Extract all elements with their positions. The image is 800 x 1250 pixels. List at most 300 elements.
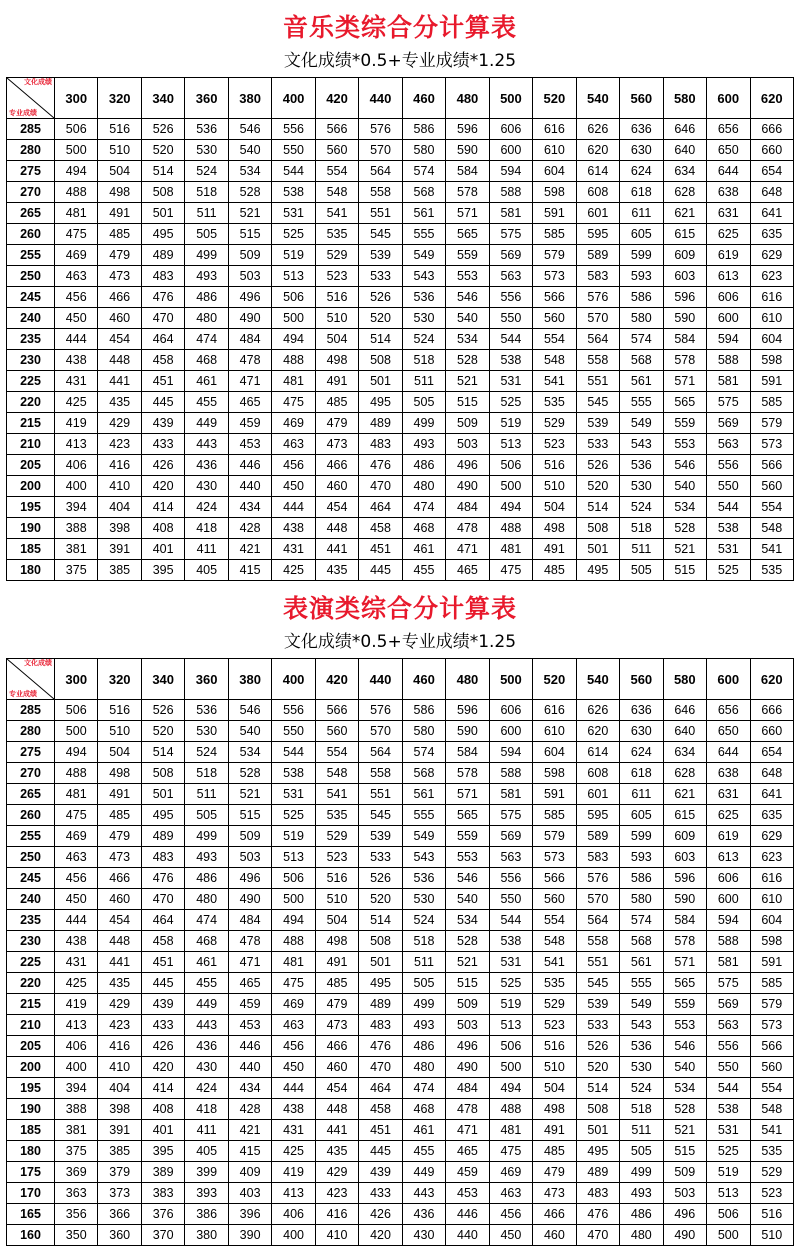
score-cell: 443: [185, 434, 228, 455]
score-cell: 519: [272, 245, 315, 266]
score-cell: 594: [707, 910, 750, 931]
score-cell: 413: [55, 1015, 98, 1036]
score-cell: 548: [533, 350, 576, 371]
col-header: 480: [446, 78, 489, 119]
score-cell: 421: [228, 539, 271, 560]
score-cell: 501: [576, 539, 619, 560]
score-cell: 428: [228, 1099, 271, 1120]
score-cell: 483: [359, 434, 402, 455]
score-cell: 488: [55, 182, 98, 203]
score-cell: 431: [55, 952, 98, 973]
score-cell: 544: [707, 1078, 750, 1099]
score-cell: 483: [359, 1015, 402, 1036]
table-body-performance: [7, 700, 794, 1246]
score-cell: 600: [707, 308, 750, 329]
score-cell: 591: [533, 784, 576, 805]
score-cell: 491: [98, 784, 141, 805]
score-cell: 436: [185, 1036, 228, 1057]
score-cell: 420: [141, 1057, 184, 1078]
score-cell: 546: [663, 455, 706, 476]
score-cell: 375: [55, 1141, 98, 1162]
score-cell: 480: [185, 889, 228, 910]
score-cell: 471: [228, 952, 271, 973]
score-cell: 511: [620, 1120, 663, 1141]
score-cell: 473: [315, 1015, 358, 1036]
score-cell: 485: [98, 224, 141, 245]
score-cell: 516: [533, 1036, 576, 1057]
score-cell: 554: [533, 910, 576, 931]
score-cell: 596: [446, 119, 489, 140]
score-cell: 380: [185, 1225, 228, 1246]
score-cell: 558: [359, 763, 402, 784]
row-header: 240: [7, 889, 55, 910]
score-cell: 564: [576, 910, 619, 931]
performance-score-section: [6, 589, 794, 1246]
score-cell: 588: [707, 931, 750, 952]
score-cell: 486: [185, 287, 228, 308]
col-header: 360: [185, 78, 228, 119]
score-cell: 614: [576, 161, 619, 182]
score-cell: 438: [55, 931, 98, 952]
score-cell: 550: [707, 1057, 750, 1078]
score-cell: 518: [185, 182, 228, 203]
score-cell: 446: [228, 455, 271, 476]
row-header: 275: [7, 742, 55, 763]
row-header: 165: [7, 1204, 55, 1225]
table-row: [7, 455, 794, 476]
table-row: [7, 721, 794, 742]
table-row: [7, 826, 794, 847]
score-cell: 470: [576, 1225, 619, 1246]
score-cell: 525: [272, 805, 315, 826]
score-cell: 461: [185, 952, 228, 973]
score-cell: 414: [141, 1078, 184, 1099]
table-row: [7, 161, 794, 182]
score-cell: 545: [576, 392, 619, 413]
score-cell: 493: [620, 1183, 663, 1204]
table-row: [7, 1225, 794, 1246]
score-cell: 438: [272, 518, 315, 539]
score-cell: 531: [272, 203, 315, 224]
score-cell: 564: [576, 329, 619, 350]
score-cell: 500: [55, 721, 98, 742]
score-cell: 484: [446, 1078, 489, 1099]
score-cell: 581: [707, 371, 750, 392]
score-cell: 550: [489, 308, 532, 329]
table-header-performance: [7, 659, 794, 700]
score-cell: 458: [141, 350, 184, 371]
score-cell: 635: [750, 224, 794, 245]
score-cell: 558: [576, 931, 619, 952]
score-cell: 526: [359, 287, 402, 308]
score-cell: 576: [359, 119, 402, 140]
score-cell: 554: [533, 329, 576, 350]
score-cell: 631: [707, 203, 750, 224]
score-cell: 570: [359, 721, 402, 742]
score-cell: 385: [98, 1141, 141, 1162]
score-cell: 590: [446, 140, 489, 161]
score-cell: 524: [402, 329, 445, 350]
score-cell: 648: [750, 182, 794, 203]
score-cell: 479: [315, 413, 358, 434]
score-cell: 464: [359, 1078, 402, 1099]
col-header: 520: [533, 78, 576, 119]
table-row: [7, 1141, 794, 1162]
corner-label-culture: 文化成绩: [24, 659, 52, 667]
score-cell: 556: [272, 700, 315, 721]
score-cell: 450: [55, 889, 98, 910]
score-cell: 424: [185, 1078, 228, 1099]
score-cell: 475: [55, 805, 98, 826]
score-cell: 536: [620, 455, 663, 476]
score-cell: 611: [620, 784, 663, 805]
score-cell: 504: [98, 742, 141, 763]
score-cell: 465: [228, 973, 271, 994]
score-cell: 490: [446, 476, 489, 497]
col-header: 360: [185, 659, 228, 700]
score-cell: 476: [359, 1036, 402, 1057]
header-row: [7, 78, 794, 119]
score-cell: 494: [489, 1078, 532, 1099]
score-cell: 601: [576, 784, 619, 805]
score-cell: 610: [533, 721, 576, 742]
score-cell: 490: [228, 308, 271, 329]
col-header: 340: [141, 78, 184, 119]
score-cell: 539: [359, 245, 402, 266]
score-cell: 423: [98, 1015, 141, 1036]
score-cell: 433: [359, 1183, 402, 1204]
score-cell: 534: [446, 329, 489, 350]
score-cell: 469: [272, 413, 315, 434]
score-cell: 526: [141, 119, 184, 140]
score-cell: 506: [55, 119, 98, 140]
score-cell: 614: [576, 742, 619, 763]
score-cell: 479: [98, 826, 141, 847]
score-cell: 433: [141, 1015, 184, 1036]
score-cell: 550: [272, 140, 315, 161]
score-cell: 434: [228, 497, 271, 518]
table-row: [7, 413, 794, 434]
score-cell: 420: [141, 476, 184, 497]
score-cell: 461: [402, 1120, 445, 1141]
row-header: 225: [7, 371, 55, 392]
table-row: [7, 1120, 794, 1141]
score-cell: 369: [55, 1162, 98, 1183]
table-row: [7, 308, 794, 329]
row-header: 235: [7, 910, 55, 931]
score-cell: 431: [55, 371, 98, 392]
table-row: [7, 1036, 794, 1057]
score-cell: 471: [446, 539, 489, 560]
score-cell: 586: [620, 287, 663, 308]
score-cell: 519: [272, 826, 315, 847]
score-cell: 551: [359, 203, 402, 224]
score-cell: 475: [489, 1141, 532, 1162]
score-cell: 540: [663, 476, 706, 497]
score-cell: 551: [576, 371, 619, 392]
score-cell: 523: [750, 1183, 794, 1204]
score-cell: 495: [576, 1141, 619, 1162]
score-cell: 506: [55, 700, 98, 721]
col-header: 440: [359, 78, 402, 119]
score-cell: 479: [98, 245, 141, 266]
score-cell: 438: [55, 350, 98, 371]
score-cell: 545: [359, 805, 402, 826]
row-header: 275: [7, 161, 55, 182]
score-cell: 538: [707, 1099, 750, 1120]
row-header: 160: [7, 1225, 55, 1246]
score-cell: 554: [315, 161, 358, 182]
score-cell: 574: [620, 329, 663, 350]
table-row: [7, 868, 794, 889]
score-cell: 535: [750, 1141, 794, 1162]
score-cell: 480: [402, 1057, 445, 1078]
row-header: 205: [7, 455, 55, 476]
score-cell: 604: [533, 161, 576, 182]
col-header: 400: [272, 659, 315, 700]
score-cell: 506: [272, 868, 315, 889]
score-cell: 596: [663, 287, 706, 308]
score-cell: 608: [576, 182, 619, 203]
score-cell: 530: [620, 476, 663, 497]
score-cell: 426: [359, 1204, 402, 1225]
score-cell: 566: [750, 455, 794, 476]
row-header: 250: [7, 266, 55, 287]
score-cell: 580: [402, 721, 445, 742]
score-cell: 640: [663, 140, 706, 161]
score-cell: 660: [750, 721, 794, 742]
score-cell: 431: [272, 539, 315, 560]
score-cell: 579: [750, 413, 794, 434]
table-row: [7, 700, 794, 721]
score-cell: 579: [533, 245, 576, 266]
score-cell: 473: [315, 434, 358, 455]
table-row: [7, 203, 794, 224]
score-cell: 540: [663, 1057, 706, 1078]
score-cell: 470: [359, 476, 402, 497]
row-header: 205: [7, 1036, 55, 1057]
score-cell: 445: [359, 1141, 402, 1162]
score-cell: 466: [315, 1036, 358, 1057]
score-cell: 483: [141, 847, 184, 868]
score-cell: 370: [141, 1225, 184, 1246]
score-cell: 459: [228, 994, 271, 1015]
score-cell: 504: [315, 910, 358, 931]
table-row: [7, 434, 794, 455]
score-cell: 634: [663, 742, 706, 763]
score-cell: 616: [750, 868, 794, 889]
score-table-music: [6, 77, 794, 581]
score-cell: 591: [750, 952, 794, 973]
score-cell: 500: [707, 1225, 750, 1246]
score-cell: 508: [576, 1099, 619, 1120]
row-header: 235: [7, 329, 55, 350]
score-cell: 461: [402, 539, 445, 560]
row-header: 215: [7, 994, 55, 1015]
score-cell: 489: [141, 245, 184, 266]
score-cell: 545: [576, 973, 619, 994]
score-cell: 391: [98, 539, 141, 560]
row-header: 185: [7, 539, 55, 560]
score-cell: 543: [620, 1015, 663, 1036]
score-cell: 580: [620, 308, 663, 329]
score-cell: 546: [446, 287, 489, 308]
score-cell: 454: [315, 497, 358, 518]
score-cell: 613: [707, 847, 750, 868]
score-cell: 496: [446, 455, 489, 476]
score-cell: 616: [750, 287, 794, 308]
score-cell: 575: [489, 805, 532, 826]
score-cell: 425: [272, 560, 315, 581]
score-cell: 450: [55, 308, 98, 329]
row-header: 200: [7, 476, 55, 497]
score-cell: 484: [446, 497, 489, 518]
score-cell: 426: [141, 1036, 184, 1057]
score-cell: 594: [489, 161, 532, 182]
score-cell: 484: [228, 329, 271, 350]
score-cell: 456: [55, 868, 98, 889]
row-header: 180: [7, 1141, 55, 1162]
score-cell: 516: [750, 1204, 794, 1225]
score-cell: 486: [402, 455, 445, 476]
score-cell: 464: [359, 497, 402, 518]
score-cell: 578: [446, 763, 489, 784]
score-cell: 473: [533, 1183, 576, 1204]
score-cell: 531: [489, 371, 532, 392]
col-header: 600: [707, 659, 750, 700]
score-cell: 484: [228, 910, 271, 931]
score-cell: 471: [228, 371, 271, 392]
score-cell: 505: [402, 973, 445, 994]
score-cell: 588: [707, 350, 750, 371]
col-header: 420: [315, 659, 358, 700]
score-cell: 508: [359, 931, 402, 952]
score-cell: 485: [98, 805, 141, 826]
score-cell: 409: [228, 1162, 271, 1183]
table-row: [7, 329, 794, 350]
score-cell: 500: [489, 1057, 532, 1078]
score-cell: 518: [185, 763, 228, 784]
score-cell: 448: [98, 350, 141, 371]
score-cell: 543: [620, 434, 663, 455]
score-cell: 638: [707, 182, 750, 203]
row-header: 265: [7, 203, 55, 224]
score-cell: 495: [359, 392, 402, 413]
score-cell: 494: [272, 329, 315, 350]
score-cell: 594: [489, 742, 532, 763]
score-cell: 606: [707, 868, 750, 889]
score-cell: 464: [141, 329, 184, 350]
score-cell: 459: [446, 1162, 489, 1183]
score-cell: 616: [533, 119, 576, 140]
score-cell: 573: [533, 266, 576, 287]
score-cell: 528: [446, 350, 489, 371]
score-cell: 650: [707, 721, 750, 742]
score-cell: 481: [272, 952, 315, 973]
score-cell: 625: [707, 805, 750, 826]
score-cell: 648: [750, 763, 794, 784]
score-cell: 493: [185, 847, 228, 868]
score-cell: 390: [228, 1225, 271, 1246]
score-cell: 479: [533, 1162, 576, 1183]
score-cell: 555: [620, 392, 663, 413]
score-cell: 524: [402, 910, 445, 931]
score-cell: 469: [55, 245, 98, 266]
score-cell: 400: [55, 1057, 98, 1078]
score-cell: 509: [446, 413, 489, 434]
score-cell: 391: [98, 1120, 141, 1141]
score-cell: 510: [315, 308, 358, 329]
score-cell: 536: [402, 868, 445, 889]
score-cell: 556: [707, 455, 750, 476]
score-cell: 503: [228, 266, 271, 287]
score-cell: 511: [402, 371, 445, 392]
score-cell: 558: [576, 350, 619, 371]
score-cell: 518: [402, 931, 445, 952]
row-header: 280: [7, 140, 55, 161]
score-cell: 534: [228, 161, 271, 182]
row-header: 270: [7, 763, 55, 784]
score-cell: 523: [533, 1015, 576, 1036]
score-cell: 646: [663, 700, 706, 721]
score-cell: 573: [533, 847, 576, 868]
score-cell: 576: [576, 868, 619, 889]
score-cell: 446: [446, 1204, 489, 1225]
score-cell: 615: [663, 224, 706, 245]
score-cell: 396: [228, 1204, 271, 1225]
score-cell: 579: [533, 826, 576, 847]
score-cell: 551: [576, 952, 619, 973]
score-cell: 498: [533, 518, 576, 539]
score-cell: 520: [576, 476, 619, 497]
score-cell: 576: [359, 700, 402, 721]
table-row: [7, 805, 794, 826]
score-cell: 439: [359, 1162, 402, 1183]
score-cell: 506: [489, 455, 532, 476]
score-cell: 516: [533, 455, 576, 476]
col-header: 540: [576, 659, 619, 700]
score-cell: 498: [315, 931, 358, 952]
score-cell: 379: [98, 1162, 141, 1183]
score-cell: 415: [228, 560, 271, 581]
score-cell: 440: [446, 1225, 489, 1246]
score-cell: 503: [446, 1015, 489, 1036]
score-cell: 534: [446, 910, 489, 931]
score-cell: 441: [98, 371, 141, 392]
score-cell: 595: [576, 805, 619, 826]
score-cell: 569: [489, 826, 532, 847]
score-cell: 609: [663, 826, 706, 847]
score-cell: 481: [55, 203, 98, 224]
score-cell: 480: [620, 1225, 663, 1246]
col-header: 400: [272, 78, 315, 119]
score-cell: 445: [359, 560, 402, 581]
score-cell: 625: [707, 224, 750, 245]
score-cell: 496: [663, 1204, 706, 1225]
score-cell: 508: [141, 182, 184, 203]
score-cell: 539: [576, 994, 619, 1015]
score-cell: 373: [98, 1183, 141, 1204]
score-cell: 604: [533, 742, 576, 763]
score-cell: 644: [707, 161, 750, 182]
table-row: [7, 910, 794, 931]
score-cell: 488: [489, 1099, 532, 1120]
score-cell: 388: [55, 1099, 98, 1120]
col-header: 380: [228, 659, 271, 700]
score-cell: 498: [98, 763, 141, 784]
table-row: [7, 539, 794, 560]
score-cell: 433: [141, 434, 184, 455]
